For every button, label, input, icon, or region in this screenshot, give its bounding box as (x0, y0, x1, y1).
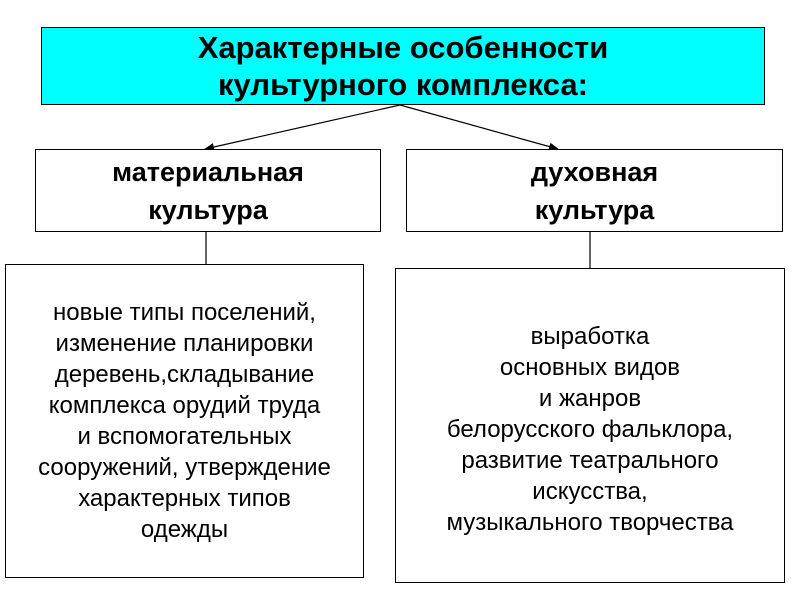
title-box (41, 27, 765, 105)
title-line-1: Характерные особенности (197, 30, 609, 65)
material-details-box (5, 264, 364, 578)
spiritual-detail-line: искусства, (532, 478, 648, 505)
spiritual-detail-line: и жанров (538, 385, 642, 412)
material-detail-line: и вспомогательных (77, 423, 292, 450)
material-heading-line-1: материальная (112, 156, 304, 187)
title-line-2: культурного комплекса: (218, 67, 588, 102)
material-detail-line: сооружений, утверждение (38, 454, 331, 481)
material-detail-line: характерных типов (78, 485, 291, 512)
material-heading-line-2: культура (148, 194, 268, 225)
arrow-to-spiritual (400, 105, 558, 149)
arrow-to-material (205, 105, 400, 149)
spiritual-heading-line-1: духовная (530, 156, 659, 187)
spiritual-detail-line: основных видов (499, 354, 681, 381)
material-detail-line: деревень,складывание (54, 361, 315, 388)
spiritual-detail-line: белорусского фальклора, (446, 416, 734, 443)
spiritual-details-box (395, 268, 785, 583)
spiritual-detail-line: музыкального творчества (446, 509, 734, 536)
spiritual-detail-line: выработка (530, 323, 650, 350)
material-detail-line: одежды (140, 516, 229, 543)
material-detail-line: изменение планировки (55, 330, 314, 357)
material-culture-box (35, 149, 381, 232)
material-detail-line: комплекса орудий труда (48, 392, 321, 419)
spiritual-heading-line-2: культура (534, 194, 655, 225)
material-detail-line: новые типы поселений, (53, 299, 316, 326)
spiritual-detail-line: развитие театрального (461, 447, 719, 474)
spiritual-culture-box (406, 149, 783, 232)
